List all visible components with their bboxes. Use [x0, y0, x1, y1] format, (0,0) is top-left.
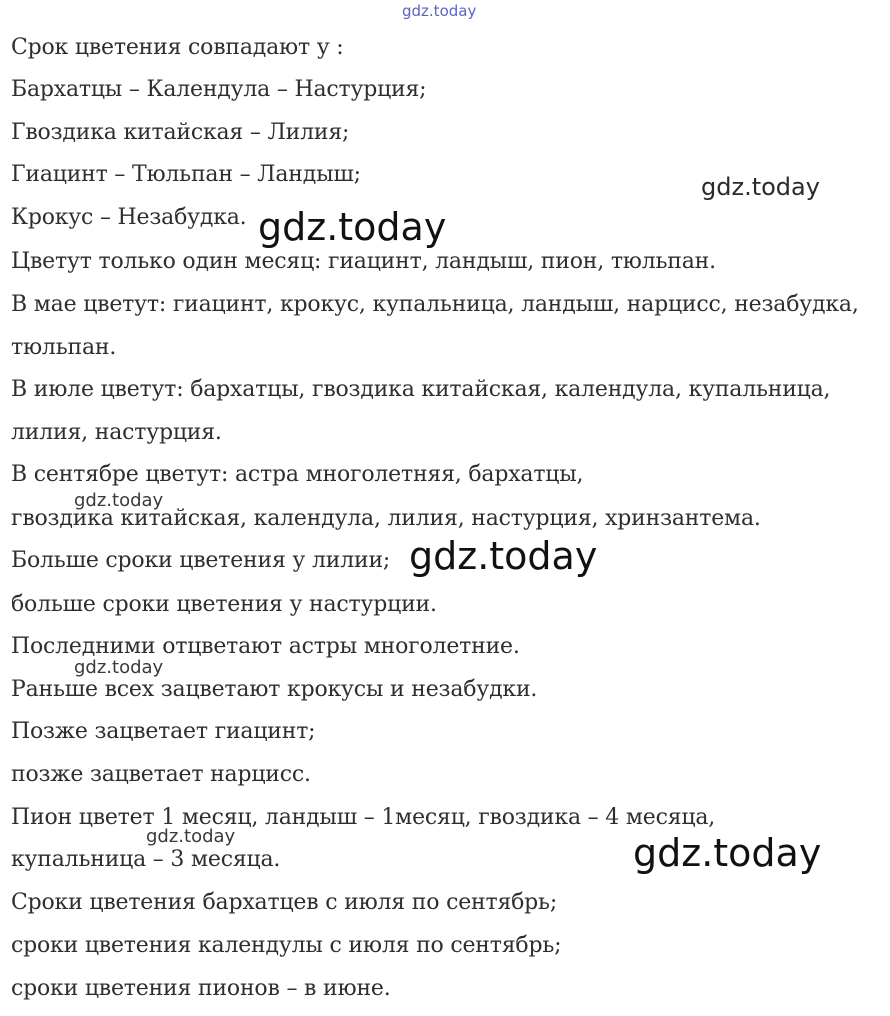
text-line-11: В сентябре цветут: астра многолетняя, бархатцы, — [11, 462, 584, 487]
text-line-19: Пион цветет 1 месяц, ландыш – 1месяц, гвоздика – 4 месяца, — [11, 805, 716, 830]
watermark-pion: gdz.today — [146, 826, 236, 847]
watermark-right-upper: gdz.today — [701, 173, 820, 201]
text-line-20: купальница – 3 месяца. — [11, 847, 281, 872]
watermark-after-lilii: gdz.today — [409, 534, 598, 578]
text-line-3: Гвоздика китайская – Лилия; — [11, 120, 350, 145]
text-line-2: Бархатцы – Календула – Настурция; — [11, 77, 427, 102]
text-line-18: позже зацветает нарцисс. — [11, 762, 311, 787]
text-line-14: больше сроки цветения у настурции. — [11, 592, 437, 617]
watermark-september: gdz.today — [74, 490, 164, 511]
text-line-15: Последними отцветают астры многолетние. — [11, 634, 520, 659]
text-line-22: сроки цветения календулы с июля по сентябрь; — [11, 933, 562, 958]
text-line-23: сроки цветения пионов – в июне. — [11, 976, 391, 1001]
text-line-1: Срок цветения совпадают у : — [11, 35, 344, 60]
watermark-bottom-right: gdz.today — [633, 831, 822, 875]
text-line-17: Позже зацветает гиацинт; — [11, 719, 316, 744]
text-line-16: Раньше всех зацветают крокусы и незабудки. — [11, 677, 538, 702]
watermark-ranshe: gdz.today — [74, 657, 164, 678]
text-line-21: Сроки цветения бархатцев с июля по сентябрь; — [11, 890, 558, 915]
text-line-6: Цветут только один месяц: гиацинт, ландыш, пион, тюльпан. — [11, 249, 716, 274]
text-line-7: В мае цветут: гиацинт, крокус, купальница, ландыш, нарцисс, незабудка, — [11, 292, 859, 317]
text-line-9: В июле цветут: бархатцы, гвоздика китайская, календула, купальница, — [11, 377, 831, 402]
text-line-5: Крокус – Незабудка. — [11, 205, 247, 230]
text-line-10: лилия, настурция. — [11, 420, 222, 445]
text-line-8: тюльпан. — [11, 335, 117, 360]
text-line-12: гвоздика китайская, календула, лилия, настурция, хринзантема. — [11, 506, 761, 531]
text-line-4: Гиацинт – Тюльпан – Ландыш; — [11, 162, 361, 187]
watermark-after-krokus: gdz.today — [258, 205, 447, 249]
watermark-top: gdz.today — [402, 2, 477, 20]
text-line-13: Больше сроки цветения у лилии; — [11, 548, 391, 573]
